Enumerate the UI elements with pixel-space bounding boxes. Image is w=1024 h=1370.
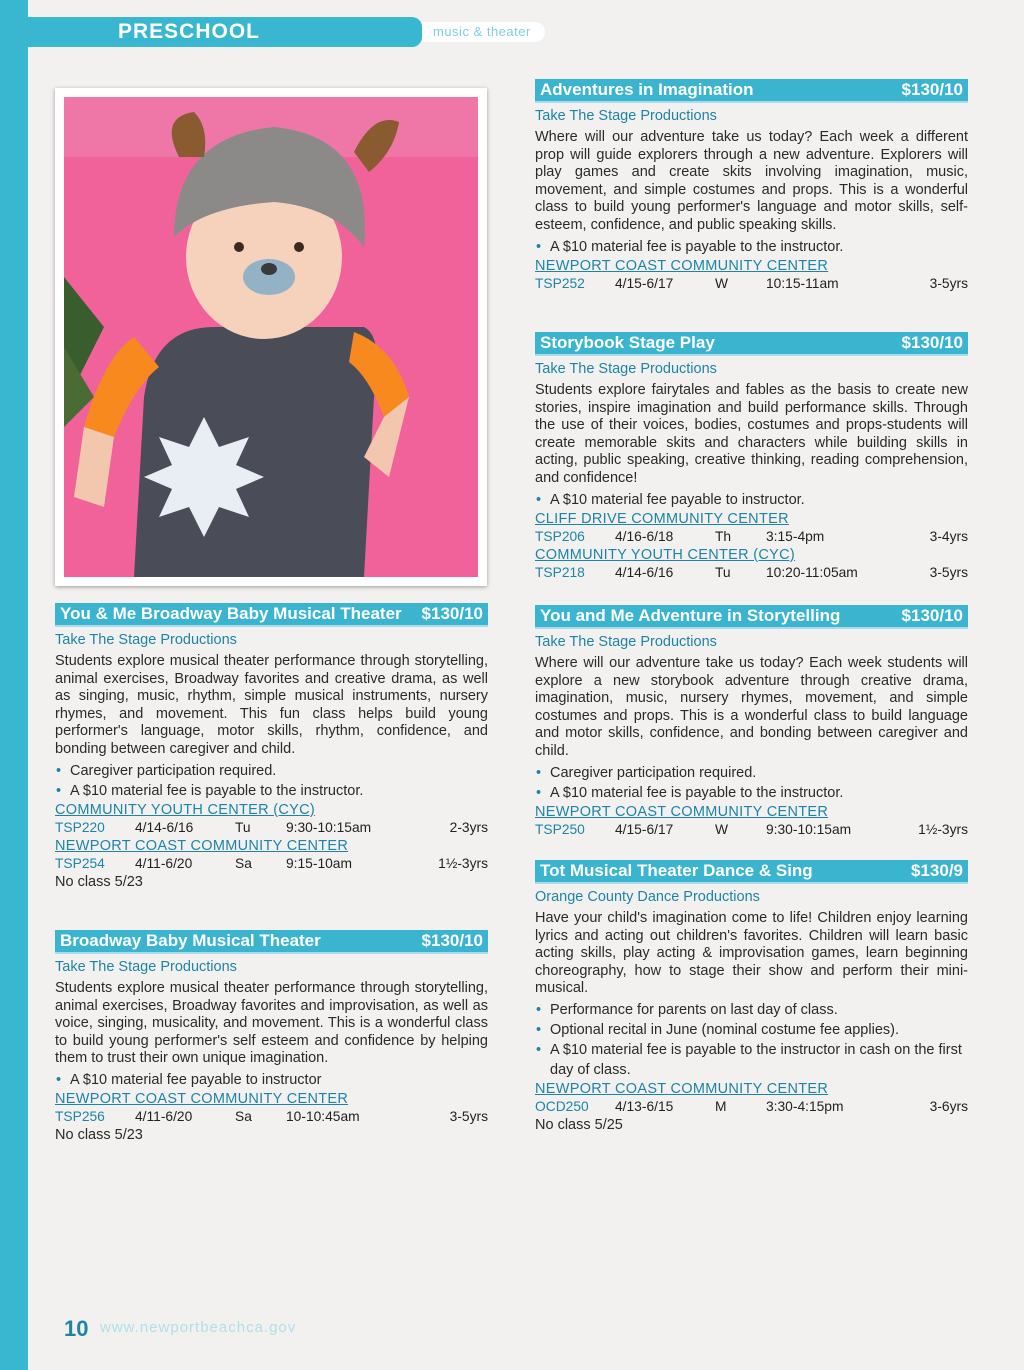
class-price: $130/10 xyxy=(421,931,483,950)
class-description: Where will our adventure take us today? Each week students will explore a new storybook adventure through creative drama, imagination, music, nursery rhymes, movement, and simple costumes and props. This is a wonderful class to build language and motor skills, confidence, and bonding between caregiver and child. xyxy=(535,655,968,759)
session-row xyxy=(55,819,488,837)
class-description: Students explore musical theater performance through storytelling, animal exercises, Broadway favorites and improvisation, as well as voice, singing, musicality, and movement. This is a wonderful class to build young performer's self esteem and confidence by helping them to trust their own unique imagination. xyxy=(55,980,488,1067)
class-provider: Orange County Dance Productions xyxy=(535,889,760,905)
session-code[interactable]: TSP220 xyxy=(55,819,105,835)
session-note: No class 5/23 xyxy=(55,1126,143,1143)
session-day: Sa xyxy=(235,1108,252,1124)
session-code[interactable]: TSP256 xyxy=(55,1108,105,1124)
class-title-bar xyxy=(535,860,968,884)
session-age: 3-6yrs xyxy=(929,1098,968,1114)
session-code[interactable]: TSP206 xyxy=(535,528,585,544)
class-price: $130/10 xyxy=(421,604,483,623)
class-adventures-in-imagination xyxy=(535,79,968,293)
class-note-bullet: • A $10 material fee is payable to the instructor. xyxy=(55,781,488,801)
class-title: You & Me Broadway Baby Musical Theater xyxy=(60,604,402,623)
class-provider: Take The Stage Productions xyxy=(55,959,237,975)
session-dates: 4/13-6/15 xyxy=(615,1098,674,1114)
session-code[interactable]: TSP218 xyxy=(535,564,585,580)
class-note-bullet: • A $10 material fee payable to instructor. xyxy=(535,490,968,510)
session-row xyxy=(535,275,968,293)
session-time: 10-10:45am xyxy=(286,1108,360,1124)
class-description: Where will our adventure take us today? Each week a different prop will guide explorers through a new adventure. Explorers will play games and create skits involving imagination, music, movement, and simple costumes and props. This is a wonderful class to build young performer's language and motor skills, self-esteem, confidence, and public speaking skills. xyxy=(535,129,968,233)
session-time: 9:30-10:15am xyxy=(766,821,852,837)
session-age: 1½-3yrs xyxy=(438,855,488,871)
footer-website-link[interactable]: www.newportbeachca.gov xyxy=(100,1319,297,1336)
class-title: Storybook Stage Play xyxy=(540,333,715,352)
class-note-bullet: • A $10 material fee is payable to the instructor. xyxy=(535,783,968,803)
location-link[interactable]: NEWPORT COAST COMMUNITY CENTER xyxy=(535,803,829,820)
class-tot-musical-theater xyxy=(535,860,968,1134)
class-title: Tot Musical Theater Dance & Sing xyxy=(540,861,813,880)
photo-frame xyxy=(55,88,487,586)
class-title-bar xyxy=(535,79,968,103)
session-row xyxy=(535,528,968,546)
session-time: 3:30-4:15pm xyxy=(766,1098,844,1114)
class-title-bar xyxy=(55,603,488,627)
class-provider: Take The Stage Productions xyxy=(55,632,237,648)
class-title: You and Me Adventure in Storytelling xyxy=(540,606,841,625)
class-title: Adventures in Imagination xyxy=(540,80,754,99)
session-time: 10:15-11am xyxy=(766,275,839,291)
session-time: 9:30-10:15am xyxy=(286,819,372,835)
session-row xyxy=(535,1098,968,1116)
session-row xyxy=(55,1108,488,1126)
class-provider: Take The Stage Productions xyxy=(535,108,717,124)
class-description: Students explore musical theater performance through storytelling, animal exercises, Broadway favorites and creative drama, as well as singing, music, rhythm, simple musical instruments, nursery rhymes, and movement. This fun class helps build young performer's language, motor skills, rhythm, confidence, and bonding between caregiver and child. xyxy=(55,653,488,757)
class-description: Students explore fairytales and fables as the basis to create new stories, inspire imagination and build performance skills. Through the use of their voices, bodies, costumes and props-students will create memorable skits and characters while building skills in acting, public speaking, creative thinking, reading comprehension, and confidence! xyxy=(535,382,968,486)
session-code[interactable]: OCD250 xyxy=(535,1098,589,1114)
side-color-bar xyxy=(0,0,28,1370)
class-provider: Take The Stage Productions xyxy=(535,634,717,650)
class-provider: Take The Stage Productions xyxy=(535,361,717,377)
child-in-animal-costume-photo xyxy=(64,97,478,577)
page-number: 10 xyxy=(64,1316,89,1341)
location-link[interactable]: NEWPORT COAST COMMUNITY CENTER xyxy=(55,1090,349,1107)
location-link[interactable]: CLIFF DRIVE COMMUNITY CENTER xyxy=(535,510,789,527)
class-price: $130/10 xyxy=(901,606,963,625)
session-day: W xyxy=(715,275,729,291)
location-link[interactable]: COMMUNITY YOUTH CENTER (CYC) xyxy=(535,546,796,563)
class-title-bar xyxy=(535,605,968,629)
class-note-bullet: • Caregiver participation required. xyxy=(535,763,968,783)
page-section-subtitle: music & theater xyxy=(422,22,545,42)
session-age: 2-3yrs xyxy=(449,819,488,835)
class-storybook-stage-play xyxy=(535,332,968,582)
session-dates: 4/16-6/18 xyxy=(615,528,674,544)
class-note-bullet: • A $10 material fee is payable to the instructor. xyxy=(535,237,968,257)
location-link[interactable]: NEWPORT COAST COMMUNITY CENTER xyxy=(535,257,829,274)
session-time: 9:15-10am xyxy=(286,855,352,871)
session-day: Sa xyxy=(235,855,252,871)
session-age: 3-5yrs xyxy=(929,564,968,580)
session-row xyxy=(535,564,968,582)
session-age: 1½-3yrs xyxy=(918,821,968,837)
class-note-bullet: • Caregiver participation required. xyxy=(55,761,488,781)
session-dates: 4/14-6/16 xyxy=(135,819,194,835)
class-title-bar xyxy=(535,332,968,356)
location-link[interactable]: COMMUNITY YOUTH CENTER (CYC) xyxy=(55,801,316,818)
session-code[interactable]: TSP252 xyxy=(535,275,585,291)
session-dates: 4/14-6/16 xyxy=(615,564,674,580)
class-price: $130/10 xyxy=(901,80,963,99)
location-link[interactable]: NEWPORT COAST COMMUNITY CENTER xyxy=(55,837,349,854)
class-note-bullet: • A $10 material fee is payable to the instructor in cash on the first day of class. xyxy=(535,1040,968,1080)
session-day: W xyxy=(715,821,729,837)
session-time: 3:15-4pm xyxy=(766,528,825,544)
class-note-bullet: • Optional recital in June (nominal costume fee applies). xyxy=(535,1020,968,1040)
location-link[interactable]: NEWPORT COAST COMMUNITY CENTER xyxy=(535,1080,829,1097)
session-day: Th xyxy=(715,528,732,544)
class-broadway-baby xyxy=(55,930,488,1144)
session-age: 3-5yrs xyxy=(449,1108,488,1124)
session-day: Tu xyxy=(715,564,731,580)
session-row xyxy=(535,821,968,839)
session-dates: 4/15-6/17 xyxy=(615,275,674,291)
session-day: M xyxy=(715,1098,727,1114)
session-day: Tu xyxy=(235,819,251,835)
class-title-bar xyxy=(55,930,488,954)
page-section-title: PRESCHOOL xyxy=(118,20,261,43)
session-row xyxy=(55,855,488,873)
class-price: $130/9 xyxy=(911,861,963,880)
session-time: 10:20-11:05am xyxy=(766,564,858,580)
class-title: Broadway Baby Musical Theater xyxy=(60,931,321,950)
class-you-and-me-broadway-baby xyxy=(55,603,488,891)
session-dates: 4/11-6/20 xyxy=(135,855,193,871)
session-code[interactable]: TSP254 xyxy=(55,855,105,871)
session-code[interactable]: TSP250 xyxy=(535,821,585,837)
session-dates: 4/15-6/17 xyxy=(615,821,674,837)
session-age: 3-4yrs xyxy=(929,528,968,544)
session-note: No class 5/25 xyxy=(535,1116,623,1133)
class-note-bullet: • Performance for parents on last day of class. xyxy=(535,1000,968,1020)
class-description: Have your child's imagination come to life! Children enjoy learning lyrics and acting out children's favorites. Children will learn basic acting skills, play acting & improvisation games, learn beginning choreography, how to stage their show and perform their mini-musical. xyxy=(535,910,968,997)
class-note-bullet: • A $10 material fee payable to instructor xyxy=(55,1070,488,1090)
class-you-and-me-adventure-storytelling xyxy=(535,605,968,839)
class-price: $130/10 xyxy=(901,333,963,352)
session-age: 3-5yrs xyxy=(929,275,968,291)
session-note: No class 5/23 xyxy=(55,873,143,890)
session-dates: 4/11-6/20 xyxy=(135,1108,193,1124)
